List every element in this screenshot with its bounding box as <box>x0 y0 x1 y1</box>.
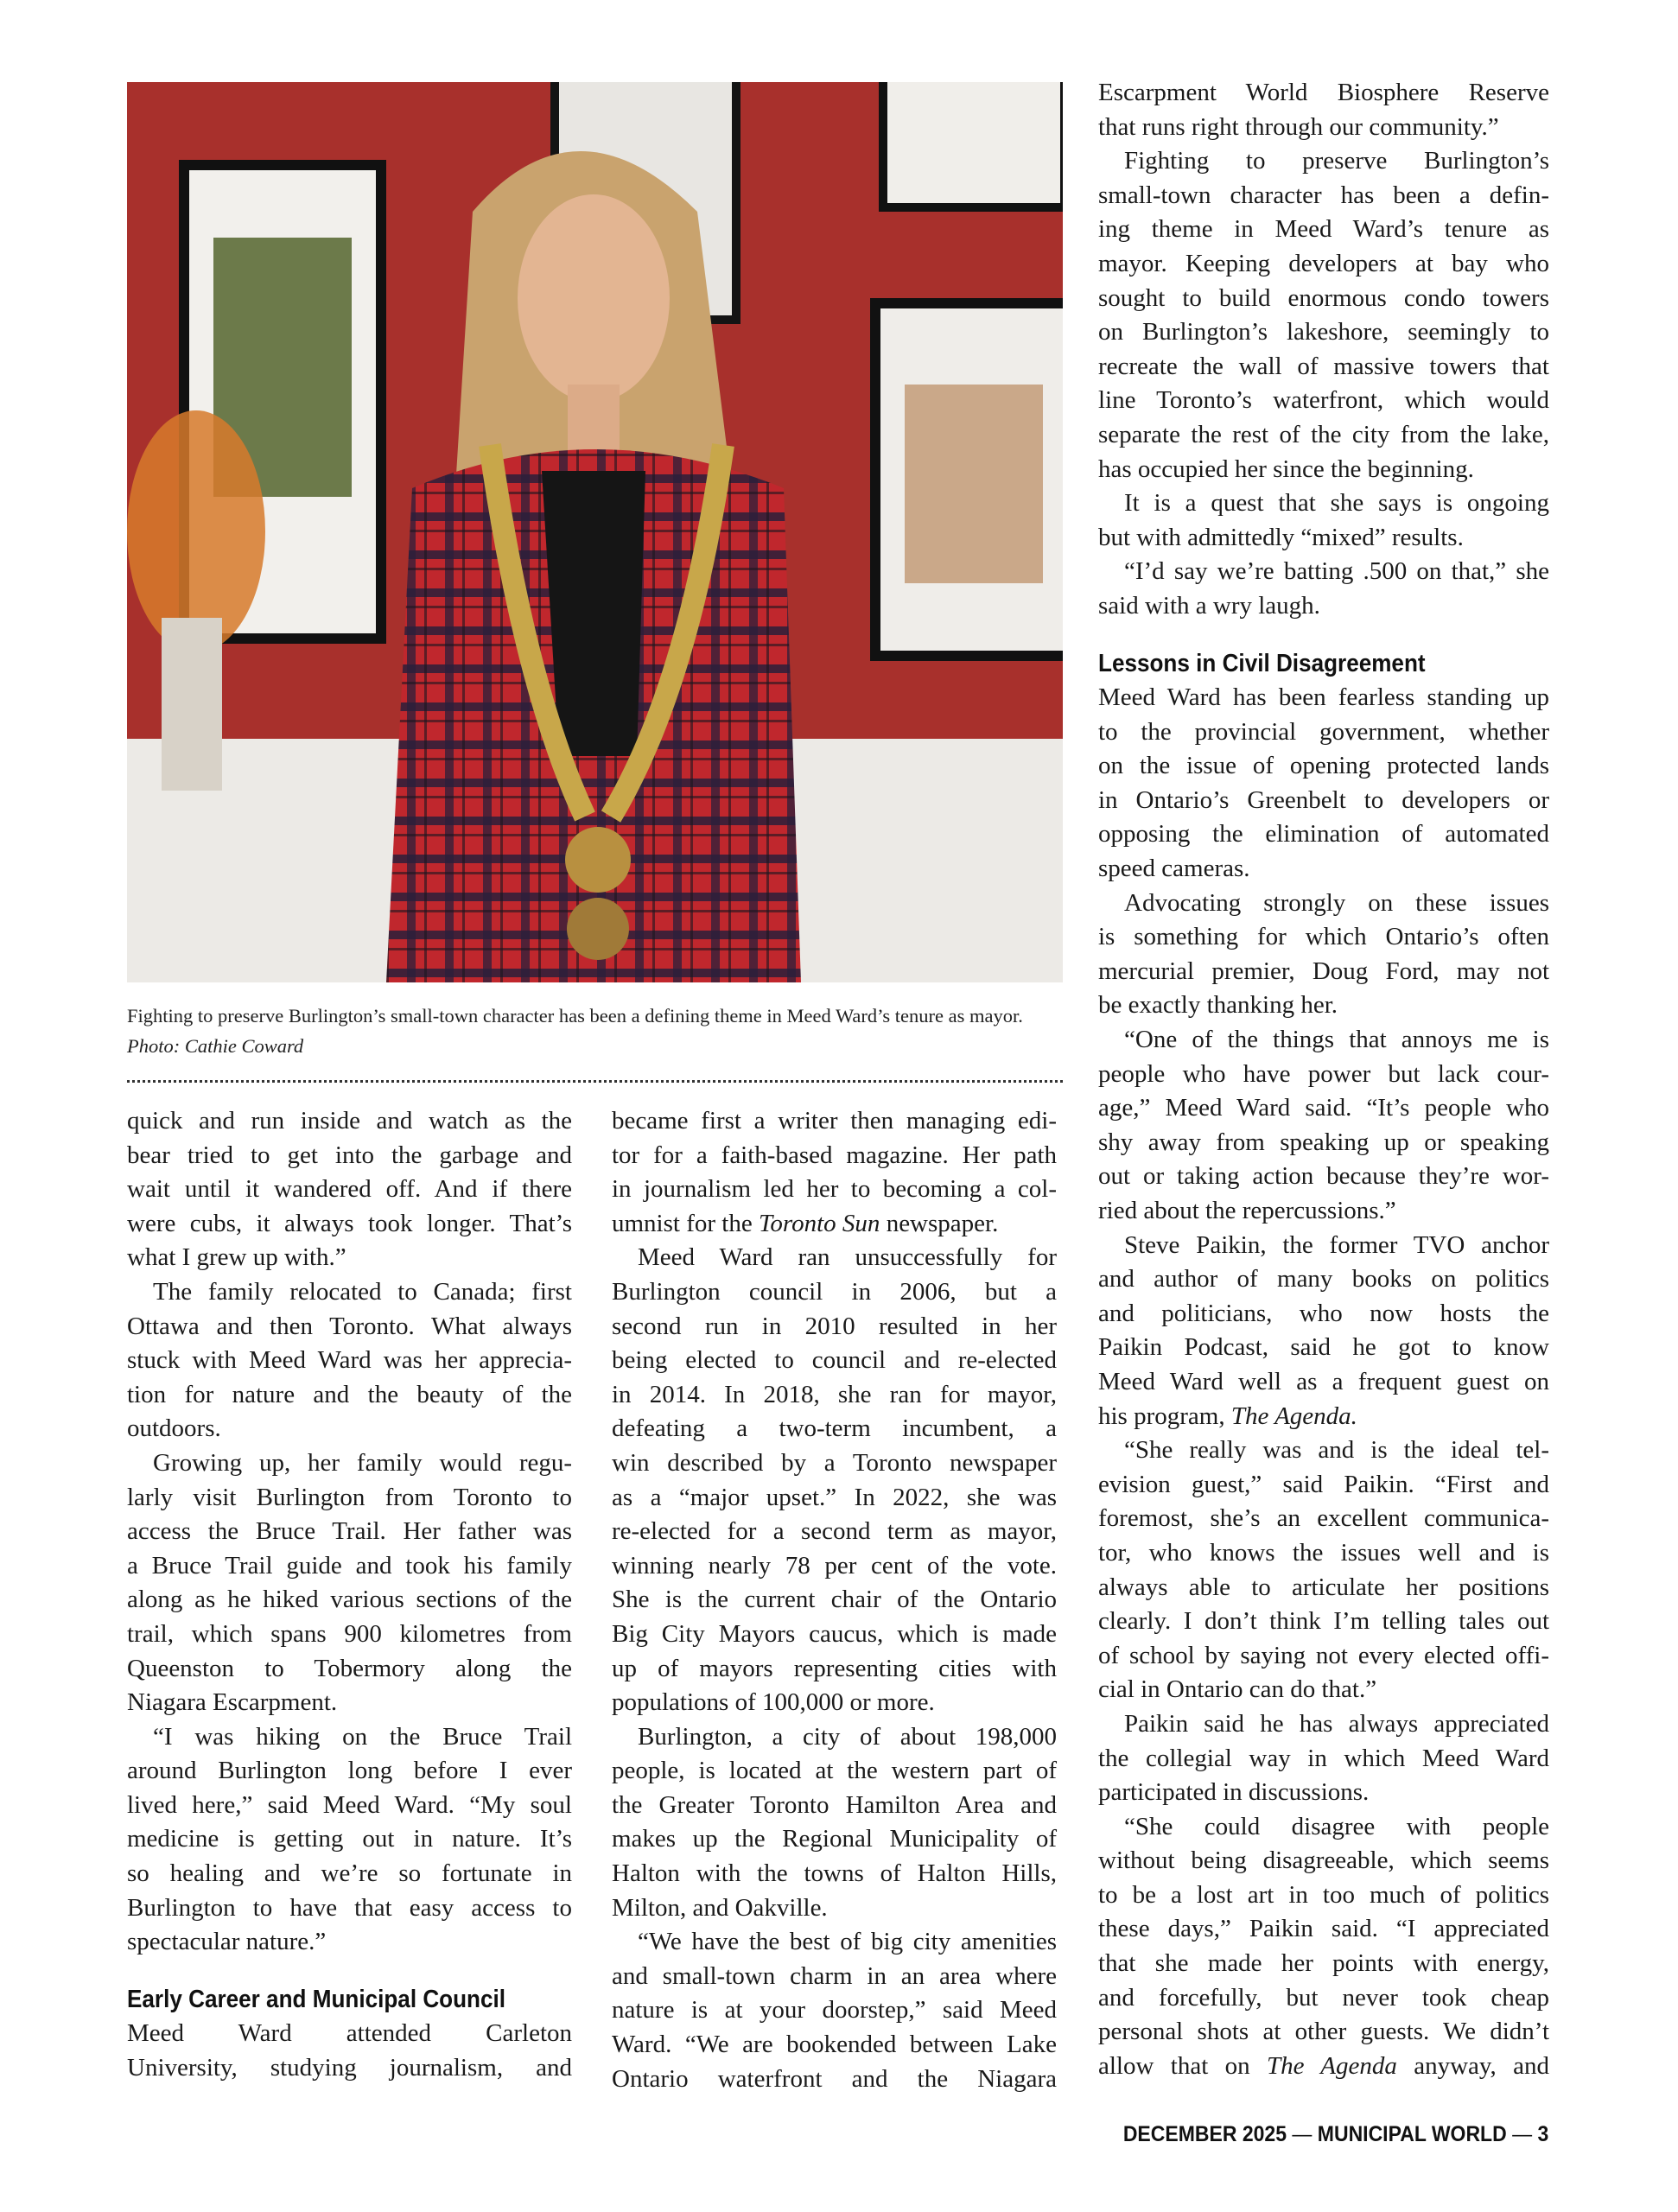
text-run: makes up the Regional Municipality of <box>612 1825 1057 1853</box>
text-line <box>1098 76 1549 111</box>
text-line <box>1098 1502 1549 1536</box>
text-run: second run in 2010 resulted in her <box>612 1312 1057 1340</box>
text-run: umnist for the <box>612 1209 759 1237</box>
text-run: tor, who knows the issues well and is <box>1098 1538 1549 1567</box>
text-run: “We have the best of big city amenities <box>638 1928 1057 1956</box>
text-run: access the Bruce Trail. Her father was <box>127 1517 572 1546</box>
text-run: sought to build enormous condo towers <box>1098 283 1549 312</box>
text-run: It is a quest that she says is ongoing <box>1124 489 1549 518</box>
text-run: trail, which spans 900 kilometres from <box>127 1619 572 1648</box>
text-line <box>1098 1433 1549 1468</box>
text-line <box>127 1789 572 1823</box>
text-line <box>127 1378 572 1413</box>
text-line <box>1098 1126 1549 1160</box>
text-line <box>1098 1468 1549 1503</box>
text-run: Meed Ward attended Carleton <box>127 2019 572 2048</box>
text-line <box>1098 1365 1549 1400</box>
text-line <box>1098 1536 1549 1571</box>
text-run: University, studying journalism, and <box>127 2054 572 2082</box>
text-line <box>127 1412 572 1446</box>
paragraph <box>1098 1707 1549 1810</box>
text-run: the Greater Toronto Hamilton Area and <box>612 1790 1057 1819</box>
text-run: always able to articulate her positions <box>1098 1573 1549 1601</box>
text-line <box>1098 384 1549 418</box>
text-run: Paikin Podcast, said he got to know <box>1098 1333 1549 1362</box>
text-run: re-elected for a second term as mayor, <box>612 1517 1057 1546</box>
text-run: in journalism led her to becoming a col- <box>612 1175 1057 1204</box>
text-run: separate the rest of the city from the lake, <box>1098 420 1549 448</box>
paragraph <box>127 1275 572 1446</box>
text-line <box>1098 1878 1549 1913</box>
text-run: Halton with the towns of Halton Hills, <box>612 1859 1057 1888</box>
text-line <box>1098 144 1549 179</box>
text-run: what I grew up with.” <box>127 1243 346 1272</box>
text-run: “I’d say we’re batting .500 on that,” she <box>1124 557 1549 586</box>
text-run: “She could disagree with people <box>1124 1812 1549 1840</box>
text-line <box>1098 1707 1549 1742</box>
text-line <box>127 2051 572 2086</box>
text-line <box>1098 1981 1549 2016</box>
text-run: along as he hiked various sections of the <box>127 1586 572 1614</box>
paragraph <box>1098 1023 1549 1229</box>
footer-issue: DECEMBER 2025 <box>1122 2122 1287 2146</box>
text-run: around Burlington long before I ever <box>127 1757 572 1785</box>
text-run: became first a writer then managing edi- <box>612 1107 1057 1135</box>
footer-separator: — <box>1292 2122 1313 2146</box>
text-run: said with a wry laugh. <box>1098 591 1320 620</box>
text-line <box>127 1618 572 1652</box>
paragraph <box>1098 1229 1549 1434</box>
text-line <box>127 1652 572 1687</box>
text-line <box>1098 1262 1549 1297</box>
section-heading: Early Career and Municipal Council <box>127 1985 506 2013</box>
text-line <box>127 2017 572 2051</box>
text-run: newspaper. <box>880 1209 999 1237</box>
photo-credit: Photo: Cathie Coward <box>127 1035 304 1057</box>
text-line <box>127 1822 572 1857</box>
text-run: personal shots at other guests. We didn’t <box>1098 2018 1549 2046</box>
text-run: small-town character has been a defin- <box>1098 181 1549 209</box>
text-line <box>1098 681 1549 715</box>
text-run: Growing up, her family would regu- <box>153 1448 572 1477</box>
paragraph <box>1098 1810 1549 2084</box>
text-run: on Burlington’s lakeshore, seemingly to <box>1098 318 1549 346</box>
text-line <box>1098 1810 1549 1845</box>
text-run: Burlington to have that easy access to <box>127 1893 572 1922</box>
text-line <box>1098 1331 1549 1365</box>
text-line <box>1098 350 1549 385</box>
text-run: “She really was and is the ideal tel- <box>1124 1436 1549 1465</box>
text-line <box>1098 1160 1549 1194</box>
text-line <box>127 1481 572 1516</box>
text-line <box>1098 1947 1549 1981</box>
paragraph <box>612 1925 1057 2096</box>
text-line <box>127 1446 572 1481</box>
text-line <box>612 1139 1057 1173</box>
text-run: Escarpment World Biosphere Reserve <box>1098 79 1549 106</box>
text-run: and politicians, who now hosts the <box>1098 1299 1549 1327</box>
text-run: quick and run inside and watch as the <box>127 1107 572 1135</box>
text-run: Fighting to preserve Burlington’s <box>1124 147 1549 175</box>
text-run: as a “major upset.” In 2022, she was <box>612 1483 1057 1511</box>
text-run: out or taking action because they’re wor- <box>1098 1162 1549 1191</box>
text-run: Steve Paikin, the former TVO anchor <box>1124 1230 1549 1259</box>
text-run: people who have power but lack cour- <box>1098 1059 1549 1088</box>
text-line <box>127 1720 572 1755</box>
text-run: Paikin said he has always appreciated <box>1124 1709 1549 1738</box>
italic-title: Toronto Sun <box>758 1209 880 1237</box>
text-run: cial in Ontario can do that.” <box>1098 1675 1377 1704</box>
text-line <box>612 1481 1057 1516</box>
text-run: these days,” Paikin said. “I appreciated <box>1098 1915 1549 1943</box>
text-line <box>1098 817 1549 852</box>
text-line <box>612 1652 1057 1687</box>
text-line <box>1098 179 1549 213</box>
text-run: Ottawa and then Toronto. What always <box>127 1312 572 1340</box>
text-run: but with admittedly “mixed” results. <box>1098 523 1464 551</box>
text-line <box>1098 715 1549 750</box>
text-line <box>612 1754 1057 1789</box>
text-run: Ontario waterfront and the Niagara <box>612 2064 1057 2093</box>
text-line <box>127 1857 572 1891</box>
text-run: Advocating strongly on these issues <box>1124 888 1549 917</box>
text-line <box>612 1549 1057 1584</box>
text-run: without being disagreeable, which seems <box>1098 1847 1549 1875</box>
text-line <box>1098 955 1549 989</box>
text-run: were cubs, it always took longer. That’s <box>127 1209 572 1237</box>
text-run: Milton, and Oakville. <box>612 1893 828 1922</box>
paragraph <box>127 1720 572 1960</box>
text-line <box>1098 1742 1549 1777</box>
text-line <box>1098 852 1549 887</box>
paragraph <box>1098 887 1549 1023</box>
text-line <box>1098 521 1549 556</box>
text-run: people, is located at the western part of <box>612 1757 1057 1785</box>
text-run: Meed Ward has been fearless standing up <box>1098 683 1549 712</box>
text-run: clearly. I don’t think I’m telling tales out <box>1098 1607 1549 1636</box>
text-line <box>127 1241 572 1275</box>
text-line <box>612 1207 1057 1242</box>
text-line <box>612 1925 1057 1960</box>
text-run: She is the current chair of the Ontario <box>612 1586 1057 1614</box>
text-line <box>127 1104 572 1139</box>
article-column-2 <box>612 1104 1057 2096</box>
paragraph <box>1098 681 1549 887</box>
text-run: and forcefully, but never took cheap <box>1098 1983 1549 2012</box>
text-line <box>1098 1091 1549 1126</box>
text-run: Burlington council in 2006, but a <box>612 1277 1057 1306</box>
text-line <box>612 1618 1057 1652</box>
text-line <box>1098 920 1549 955</box>
text-run: on the issue of opening protected lands <box>1098 752 1549 780</box>
text-line <box>612 1275 1057 1310</box>
text-run: tor for a faith-based magazine. Her path <box>612 1141 1057 1169</box>
text-line <box>612 1891 1057 1926</box>
text-line <box>127 1139 572 1173</box>
article-photo <box>127 82 1063 982</box>
text-line <box>612 1173 1057 1207</box>
text-run: anyway, and <box>1396 2051 1550 2080</box>
photo-caption <box>127 1001 1063 1061</box>
article-column-3 <box>1098 76 1549 2083</box>
text-run: ried about the repercussions.” <box>1098 1197 1396 1224</box>
text-run: line Toronto’s waterfront, which would <box>1098 386 1549 415</box>
paragraph <box>612 1104 1057 1241</box>
text-run: mayor. Keeping developers at bay who <box>1098 249 1549 277</box>
text-run: foremost, she’s an excellent communica- <box>1098 1504 1549 1533</box>
text-line <box>127 1173 572 1207</box>
text-run: shy away from speaking up or speaking <box>1098 1128 1549 1156</box>
text-run: larly visit Burlington from Toronto to <box>127 1483 572 1511</box>
text-line <box>1098 2050 1549 2084</box>
text-line <box>612 1686 1057 1720</box>
text-line <box>1098 315 1549 350</box>
text-run: up of mayors representing cities with <box>612 1654 1057 1682</box>
text-run: is something for which Ontario’s often <box>1098 923 1549 951</box>
italic-title: The Agenda <box>1266 2051 1397 2080</box>
text-run: Niagara Escarpment. <box>127 1688 338 1717</box>
footer-separator: — <box>1511 2122 1532 2146</box>
text-run: stuck with Meed Ward was her apprecia- <box>127 1346 572 1375</box>
text-run: lived here,” said Meed Ward. “My soul <box>127 1790 572 1819</box>
text-line <box>127 1207 572 1242</box>
text-run: that she made her points with energy, <box>1098 1949 1549 1978</box>
text-run: tion for nature and the beauty of the <box>127 1380 572 1408</box>
text-run: that runs right through our community.” <box>1098 112 1499 141</box>
text-run: in Ontario’s Greenbelt to developers or <box>1098 785 1549 814</box>
text-line <box>612 1789 1057 1823</box>
text-line <box>612 1857 1057 1891</box>
text-run: nature is at your doorstep,” said Meed <box>612 1996 1057 2024</box>
page-number: 3 <box>1537 2122 1548 2146</box>
text-run: “One of the things that annoys me is <box>1124 1026 1549 1054</box>
text-line <box>612 2063 1057 2097</box>
text-line <box>1098 418 1549 453</box>
paragraph <box>1098 144 1549 486</box>
text-run: Burlington, a city of about 198,000 <box>638 1722 1057 1751</box>
text-run: bear tried to get into the garbage and <box>127 1141 572 1169</box>
text-line <box>127 1275 572 1310</box>
text-line <box>1098 247 1549 282</box>
text-run: opposing the elimination of automated <box>1098 820 1549 849</box>
text-line <box>612 1412 1057 1446</box>
text-run: his program, <box>1098 1402 1231 1430</box>
text-line <box>1098 1776 1549 1810</box>
text-line <box>612 1960 1057 1994</box>
paragraph <box>127 1104 572 1275</box>
text-run: “I was hiking on the Bruce Trail <box>153 1722 572 1751</box>
paragraph <box>1098 76 1549 144</box>
text-run: wait until it wandered off. And if there <box>127 1175 572 1204</box>
text-run: participated in discussions. <box>1098 1778 1370 1807</box>
text-run: Meed Ward ran unsuccessfully for <box>638 1243 1057 1272</box>
text-line <box>127 1583 572 1618</box>
section-heading: Lessons in Civil Disagreement <box>1098 649 1426 677</box>
text-line <box>1098 1673 1549 1707</box>
text-line <box>612 1720 1057 1755</box>
text-run: winning nearly 78 per cent of the vote. <box>612 1551 1057 1580</box>
text-line <box>1098 1605 1549 1639</box>
text-line <box>127 1344 572 1378</box>
text-run: in 2014. In 2018, she ran for mayor, <box>612 1380 1057 1408</box>
paragraph <box>127 2017 572 2085</box>
text-line <box>127 1515 572 1549</box>
text-line <box>1098 486 1549 521</box>
text-run: populations of 100,000 or more. <box>612 1688 935 1717</box>
text-run: allow that on <box>1098 2051 1267 2080</box>
text-line <box>612 2028 1057 2063</box>
text-line <box>1098 1639 1549 1674</box>
text-run: spectacular nature.” <box>127 1928 327 1956</box>
text-run: be exactly thanking her. <box>1098 991 1338 1020</box>
text-line <box>1098 1194 1549 1229</box>
text-run: ing theme in Meed Ward’s tenure as <box>1098 215 1549 244</box>
text-run: has occupied her since the beginning. <box>1098 454 1474 483</box>
text-line <box>612 1104 1057 1139</box>
text-run: Queenston to Tobermory along the <box>127 1654 572 1682</box>
text-line <box>1098 1297 1549 1332</box>
text-line <box>1098 111 1549 145</box>
italic-title: The Agenda. <box>1230 1402 1357 1430</box>
text-line <box>1098 282 1549 316</box>
text-line <box>1098 887 1549 921</box>
text-run: evision guest,” said Paikin. “First and <box>1098 1470 1549 1498</box>
text-line <box>612 1446 1057 1481</box>
text-line <box>127 1891 572 1926</box>
text-line <box>612 1241 1057 1275</box>
text-run: Ward. “We are bookended between Lake <box>612 2031 1057 2059</box>
text-line <box>127 1754 572 1789</box>
text-line <box>1098 749 1549 784</box>
dotted-divider <box>127 1080 1063 1083</box>
text-line <box>1098 1400 1549 1434</box>
text-run: defeating a two-term incumbent, a <box>612 1414 1057 1443</box>
paragraph <box>1098 486 1549 555</box>
text-run: a Bruce Trail guide and took his family <box>127 1551 572 1580</box>
text-run: and author of many books on politics <box>1098 1265 1549 1294</box>
paragraph <box>612 1720 1057 1926</box>
text-line <box>127 1310 572 1344</box>
text-line <box>1098 1058 1549 1092</box>
text-line <box>1098 784 1549 818</box>
text-line <box>1098 213 1549 247</box>
footer-publication: MUNICIPAL WORLD <box>1317 2122 1507 2146</box>
text-run: medicine is getting out in nature. It’s <box>127 1825 572 1853</box>
paragraph <box>1098 1433 1549 1707</box>
text-run: and small-town charm in an area where <box>612 1961 1057 1990</box>
text-line <box>1098 453 1549 487</box>
paragraph <box>612 1241 1057 1719</box>
text-run: so healing and we’re so fortunate in <box>127 1859 572 1888</box>
text-line <box>1098 589 1549 624</box>
article-column-1 <box>127 1104 572 2086</box>
page-footer <box>1123 2122 1548 2147</box>
text-line <box>1098 988 1549 1023</box>
text-run: recreate the wall of massive towers that <box>1098 352 1549 380</box>
text-line <box>612 1822 1057 1857</box>
caption-text: Fighting to preserve Burlington’s small-town character has been a defining theme in Meed Ward’s tenure as mayor. <box>127 1005 1023 1027</box>
text-line <box>612 1344 1057 1378</box>
text-line <box>612 1378 1057 1413</box>
paragraph <box>1098 555 1549 623</box>
text-run: The family relocated to Canada; first <box>153 1277 572 1306</box>
text-run: mercurial premier, Doug Ford, may not <box>1098 957 1549 985</box>
text-line <box>612 1583 1057 1618</box>
text-run: the collegial way in which Meed Ward <box>1098 1744 1549 1772</box>
text-run: Meed Ward well as a frequent guest on <box>1098 1367 1549 1395</box>
text-line <box>1098 1844 1549 1878</box>
text-line <box>1098 1229 1549 1263</box>
text-line <box>1098 1571 1549 1605</box>
text-line <box>1098 555 1549 589</box>
text-run: age,” Meed Ward said. “It’s people who <box>1098 1094 1549 1122</box>
text-line <box>1098 2015 1549 2050</box>
text-line <box>127 1549 572 1584</box>
paragraph <box>127 1446 572 1720</box>
text-run: outdoors. <box>127 1414 221 1443</box>
text-line <box>127 1925 572 1960</box>
text-run: to be a lost art in too much of politics <box>1098 1880 1549 1909</box>
text-run: to the provincial government, whether <box>1098 717 1549 746</box>
text-run: of school by saying not every elected offi- <box>1098 1641 1549 1669</box>
text-run: being elected to council and re-elected <box>612 1346 1057 1375</box>
text-line <box>612 1515 1057 1549</box>
text-line <box>612 1310 1057 1344</box>
text-line <box>127 1686 572 1720</box>
text-line <box>612 1993 1057 2028</box>
text-run: speed cameras. <box>1098 855 1250 883</box>
text-run: Big City Mayors caucus, which is made <box>612 1619 1057 1648</box>
text-line <box>1098 1023 1549 1058</box>
text-line <box>1098 1912 1549 1947</box>
text-run: win described by a Toronto newspaper <box>612 1448 1057 1477</box>
